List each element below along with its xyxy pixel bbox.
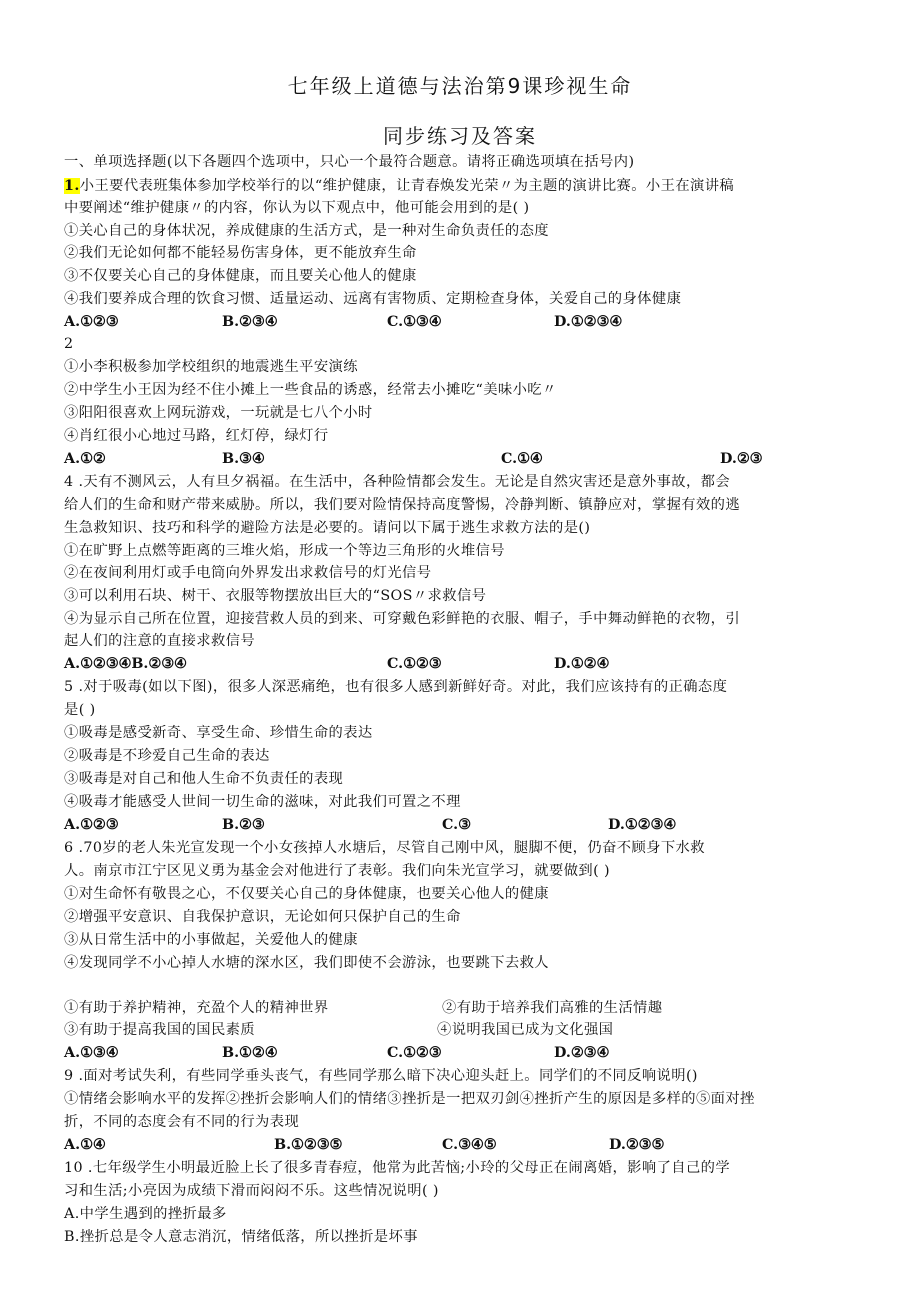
option-a-b: A.①②③④B.②③④ bbox=[64, 656, 187, 672]
question-5-item: ②吸毒是不珍爱自己生命的表达 bbox=[64, 748, 270, 764]
question-10-option: A.中学生遇到的挫折最多 bbox=[64, 1206, 227, 1222]
question-2-item: ②中学生小王因为经不住小摊上一些食品的诱惑，经常去小摊吃“美味小吃〃 bbox=[64, 382, 557, 398]
question-7-item: ③有助于提高我国的国民素质 bbox=[64, 1022, 256, 1038]
option-a: A.①② bbox=[64, 451, 106, 467]
question-1-options bbox=[64, 312, 864, 332]
question-2-item: ④肖红很小心地过马路，红灯停，绿灯行 bbox=[64, 428, 329, 444]
question-5-item: ③吸毒是对自己和他人生命不负责任的表现 bbox=[64, 771, 344, 787]
question-4-stem-line: 给人们的生命和财产带来威胁。所以，我们要对险情保持高度警惕，冷静判断、镇静应对，掌握有效的逃 bbox=[64, 497, 741, 513]
option-d: D.①②③④ bbox=[608, 817, 677, 833]
option-d: D.②③⑤ bbox=[609, 1137, 665, 1153]
option-a: A.①②③ bbox=[64, 817, 119, 833]
question-4-item: ③可以利用石块、树干、衣服等物摆放出巨大的“SOS〃求救信号 bbox=[64, 588, 487, 604]
question-1-stem-line: 中要阐述“维护健康〃的内容，你认为以下观点中，他可能会用到的是( ) bbox=[64, 200, 530, 216]
question-1-item: ③不仅要关心自己的身体健康，而且要关心他人的健康 bbox=[64, 268, 417, 284]
question-10-option: B.挫折总是令人意志消沉，情绪低落，所以挫折是坏事 bbox=[64, 1229, 418, 1245]
question-6-stem-line: 6 .70岁的老人朱光宣发现一个小女孩掉人水塘后，尽管自己刚中风，腿脚不便，仍奋不顾身下水救 bbox=[64, 840, 705, 856]
option-c: C.③④⑤ bbox=[442, 1137, 497, 1153]
option-d: D.②③④ bbox=[554, 1045, 610, 1061]
option-c: C.③ bbox=[442, 817, 471, 833]
option-b: B.③④ bbox=[222, 451, 265, 467]
question-4-options bbox=[64, 654, 864, 674]
question-4-item: ④为显示自己所在位置，迎接营救人员的到来、可穿戴色彩鲜艳的衣服、帽子，手中舞动鲜艳的衣物，引 bbox=[64, 611, 741, 627]
option-d: D.①②③④ bbox=[554, 314, 623, 330]
option-a: A.①④ bbox=[64, 1137, 106, 1153]
option-b: B.①②④ bbox=[222, 1045, 278, 1061]
question-9-item: ①情绪会影响水平的发挥②挫折会影响人们的情绪③挫折是一把双刃剑④挫折产生的原因是多样的⑤面对挫 bbox=[64, 1091, 755, 1107]
question-4-item: ①在旷野上点燃等距离的三堆火焰，形成一个等边三角形的火堆信号 bbox=[64, 543, 505, 559]
question-2-number: 2 bbox=[64, 336, 74, 352]
document-title: 七年级上道德与法治第9课珍视生命 bbox=[287, 74, 633, 98]
option-c: C.①②③ bbox=[387, 1045, 442, 1061]
option-c: C.①②③ bbox=[387, 656, 442, 672]
question-2-item: ①小李积极参加学校组织的地震逃生平安演练 bbox=[64, 359, 358, 375]
question-5-item: ①吸毒是感受新奇、享受生命、珍惜生命的表达 bbox=[64, 725, 373, 741]
question-1-number: 1. bbox=[64, 178, 80, 194]
question-1-item: ④我们要养成合理的饮食习惯、适量运动、远离有害物质、定期检查身体，关爱自己的身体健康 bbox=[64, 291, 682, 307]
option-b: B.①②③⑤ bbox=[274, 1137, 343, 1153]
option-c: C.①③④ bbox=[387, 314, 442, 330]
question-7-options bbox=[64, 1043, 864, 1063]
question-9-options bbox=[64, 1135, 864, 1155]
question-10-stem-line: 习和生活;小亮因为成绩下滑而闷闷不乐。这些情况说明( ) bbox=[64, 1183, 439, 1199]
question-5-options bbox=[64, 815, 864, 835]
question-7-item: ②有助于培养我们高雅的生活情趣 bbox=[442, 1000, 663, 1016]
question-5-stem-line: 5 .对于吸毒(如以下图)，很多人深恶痛绝，也有很多人感到新鲜好奇。对此，我们应该持有的正确态度 bbox=[64, 679, 728, 695]
question-5-item: ④吸毒才能感受人世间一切生命的滋味，对此我们可置之不理 bbox=[64, 794, 461, 810]
question-5-stem-line: 是( ) bbox=[64, 702, 96, 718]
question-4-item: 起人们的注意的直接求救信号 bbox=[64, 633, 256, 649]
option-a: A.①②③ bbox=[64, 314, 119, 330]
option-a: A.①③④ bbox=[64, 1045, 119, 1061]
question-4-stem-line: 4 .天有不测风云，人有旦夕祸福。在生活中，各种险情都会发生。无论是自然灾害还是意外事故，都会 bbox=[64, 474, 731, 490]
question-2-options bbox=[64, 449, 864, 469]
question-6-item: ①对生命怀有敬畏之心，不仅要关心自己的身体健康，也要关心他人的健康 bbox=[64, 886, 549, 902]
question-6-item: ②增强平安意识、自我保护意识，无论如何只保护自己的生命 bbox=[64, 909, 461, 925]
question-4-item: ②在夜间利用灯或手电筒向外界发出求救信号的灯光信号 bbox=[64, 565, 432, 581]
question-7-item: ①有助于养护精神，充盈个人的精神世界 bbox=[64, 1000, 329, 1016]
question-1-item: ②我们无论如何都不能轻易伤害身体，更不能放弃生命 bbox=[64, 245, 417, 261]
question-6-stem-line: 人。南京市江宁区见义勇为基金会对他进行了表彰。我们向朱光宣学习，就要做到( ) bbox=[64, 863, 610, 879]
document-subtitle: 同步练习及答案 bbox=[383, 124, 537, 148]
question-1-stem-line bbox=[64, 176, 734, 196]
question-9-stem-line: 9 .面对考试失利，有些同学垂头丧气，有些同学那么暗下决心迎头赶上。同学们的不同反响说明() bbox=[64, 1068, 698, 1084]
option-c: C.①④ bbox=[501, 451, 543, 467]
question-6-item: ④发现同学不小心掉人水塘的深水区，我们即使不会游泳，也要跳下去救人 bbox=[64, 955, 549, 971]
option-d: D.①②④ bbox=[554, 656, 610, 672]
question-1-item: ①关心自己的身体状况，养成健康的生活方式，是一种对生命负责任的态度 bbox=[64, 223, 549, 239]
question-9-item: 折，不同的态度会有不同的行为表现 bbox=[64, 1114, 300, 1130]
section-heading: 一、单项选择题(以下各题四个选项中，只心一个最符合题意。请将正确选项填在括号内) bbox=[64, 154, 635, 170]
question-7-item: ④说明我国已成为文化强国 bbox=[437, 1022, 614, 1038]
option-d: D.②③ bbox=[720, 451, 763, 467]
question-1-stem-text: 小王要代表班集体参加学校举行的以“维护健康，让青春焕发光荣〃为主题的演讲比赛。小王在演讲稿 bbox=[79, 178, 735, 194]
question-2-item: ③阳阳很喜欢上网玩游戏，一玩就是七八个小时 bbox=[64, 405, 373, 421]
option-b: B.②③ bbox=[222, 817, 265, 833]
question-10-stem-line: 10 .七年级学生小明最近脸上长了很多青春痘，他常为此苦恼;小玲的父母正在闹离婚，影响了自己的学 bbox=[64, 1160, 731, 1176]
option-b: B.②③④ bbox=[222, 314, 278, 330]
question-4-stem-line: 生急救知识、技巧和科学的避险方法是必要的。请问以下属于逃生求救方法的是() bbox=[64, 520, 591, 536]
question-6-item: ③从日常生活中的小事做起，关爱他人的健康 bbox=[64, 932, 358, 948]
